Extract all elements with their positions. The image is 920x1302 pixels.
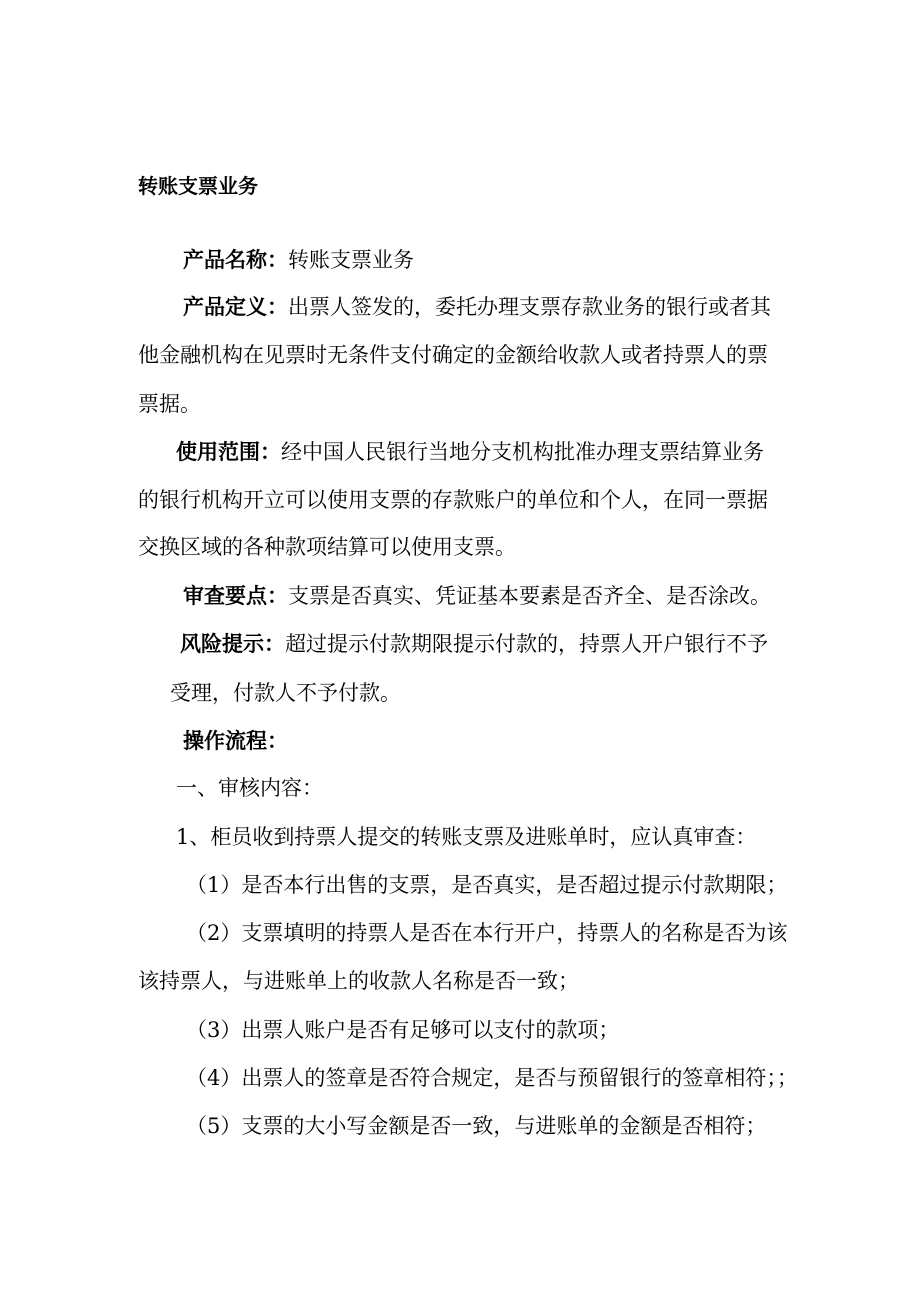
product-name-line [183,246,414,274]
page-title: 转账支票业务 [138,174,258,198]
step-1: 1、柜员收到持票人提交的转账支票及进账单时，应认真审查： [176,825,757,849]
definition-line-3: 票据。 [138,392,201,416]
section-heading-1: 一、审核内容： [176,776,323,800]
check-item-4: （4）出票人的签章是否符合规定，是否与预留银行的签章相符；； [186,1066,798,1090]
scope-line-2: 的银行机构开立可以使用支票的存款账户的单位和个人，在同一票据 [138,488,768,512]
check-item-2-line-2: 该持票人，与进账单上的收款人名称是否一致； [138,969,579,993]
definition-line-1 [183,293,771,321]
definition-text-1: 出票人签发的，委托办理支票存款业务的银行或者其 [288,295,771,319]
scope-text-1: 经中国人民银行当地分支机构批准办理支票结算业务 [281,440,764,464]
scope-label: 使用范围： [176,440,281,464]
product-name-label: 产品名称： [183,248,288,272]
review-line [183,582,771,610]
risk-line-1 [180,630,768,658]
definition-label: 产品定义： [183,295,288,319]
scope-line-1 [176,438,764,466]
check-item-3: （3）出票人账户是否有足够可以支付的款项； [186,1018,620,1042]
review-text: 支票是否真实、凭证基本要素是否齐全、是否涂改。 [288,584,771,608]
check-item-2-line-1: （2）支票填明的持票人是否在本行开户，持票人的名称是否为该 [186,921,788,945]
risk-label: 风险提示： [180,632,285,656]
check-item-1: （1）是否本行出售的支票，是否真实，是否超过提示付款期限； [186,873,788,897]
risk-text-1: 超过提示付款期限提示付款的，持票人开户银行不予 [285,632,768,656]
review-label: 审查要点： [183,584,288,608]
process-label: 操作流程： [183,729,288,753]
product-name-value: 转账支票业务 [288,248,414,272]
scope-line-3: 交换区域的各种款项结算可以使用支票。 [138,535,516,559]
risk-line-2: 受理，付款人不予付款。 [170,681,401,705]
check-item-5: （5）支票的大小写金额是否一致，与进账单的金额是否相符； [186,1114,767,1138]
definition-line-2: 他金融机构在见票时无条件支付确定的金额给收款人或者持票人的票 [138,343,768,367]
